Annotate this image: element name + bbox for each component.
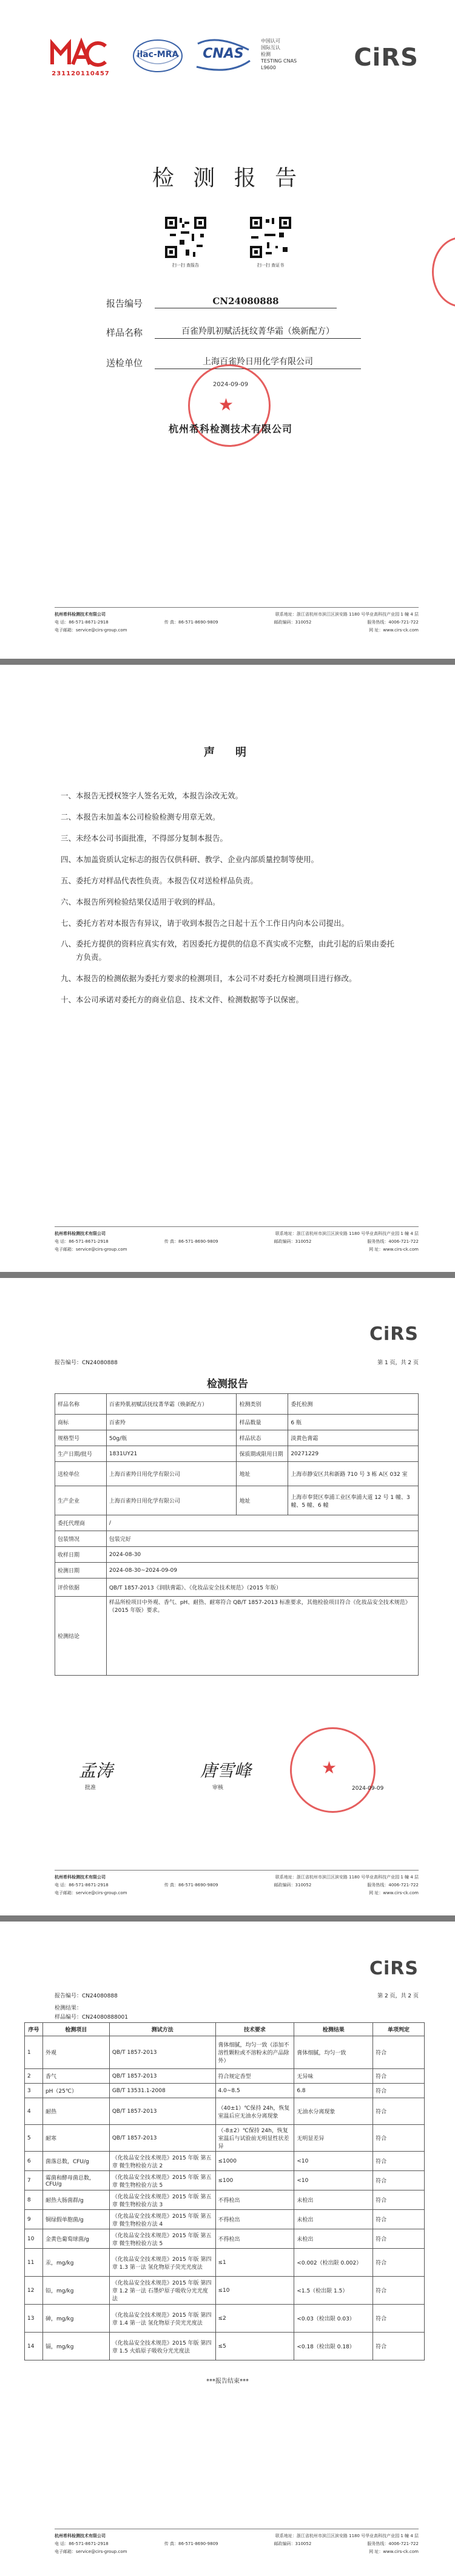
cell: 镉，mg/kg (42, 2333, 109, 2360)
report-no-label: 报告编号 (106, 298, 143, 309)
sample-no: 样品编号：CN24080888001 (55, 2014, 129, 2020)
table-row (25, 2036, 425, 2069)
expiry-label: 保质期或限用日期 (237, 1446, 288, 1462)
cell: （40±1）℃保持 24h，恢复室温后应无油水分离现象 (215, 2098, 294, 2125)
cell: GB/T 13531.1-2008 (109, 2084, 215, 2098)
cell: pH（25℃） (42, 2084, 109, 2098)
footer-p2 (55, 1226, 419, 1254)
footer-email: 电子邮箱：service@cirs-group.com (55, 1891, 127, 1895)
batch-label: 生产日期/批号 (55, 1446, 107, 1462)
cell: ≤1 (215, 2249, 294, 2277)
cell: 不得检出 (215, 2210, 294, 2229)
statement-item: 五、委托方对样品代表性负责。本报告仅对送检样品负责。 (61, 876, 258, 885)
cell: 符合 (373, 2277, 425, 2305)
standard-label: 评价依据 (55, 1579, 107, 1597)
page-info: 第 2 页，共 2 页 (377, 1993, 419, 1999)
sample-name-value: 百雀羚肌初赋活抚纹菁华霜（焕新配方） (106, 1394, 237, 1415)
cell: 菌落总数，CFU/g (42, 2152, 109, 2171)
cell: QB/T 1857-2013 (109, 2125, 215, 2152)
spec-value: 50g/瓶 (106, 1430, 237, 1446)
cell: 3 (25, 2084, 43, 2098)
cell: ≤100 (215, 2171, 294, 2190)
cell: 2 (25, 2069, 43, 2084)
footer-postcode: 邮政编码：310052 (274, 1239, 312, 1244)
footer-address: 联系地址：浙江省杭州市滨江区滨安路 1180 号华业高科技产业园 1 幢 4 层 (275, 612, 419, 617)
statement-list (61, 785, 400, 1010)
cell: 符合 (373, 2152, 425, 2171)
cell: 《化妆品安全技术规范》2015 年版 第五章 微生物检验方法 4 (109, 2210, 215, 2229)
cell: QB/T 1857-2013 (109, 2098, 215, 2125)
sender-value: 上海百雀羚日用化学有限公司 (155, 355, 361, 369)
seal-date: 2024-09-09 (212, 381, 249, 388)
footer-email: 电子邮箱：service@cirs-group.com (55, 628, 127, 633)
cell: 4.0~8.5 (215, 2084, 294, 2098)
footer-web: 网 址：www.cirs-ck.com (369, 628, 419, 633)
cma-logo: 231120110457 (47, 38, 114, 74)
cell: 符合 (373, 2098, 425, 2125)
cell: 铜绿假单胞菌/g (42, 2210, 109, 2229)
footer-p3 (55, 1870, 419, 1897)
footer-email: 电子邮箱：service@cirs-group.com (55, 2549, 127, 2554)
cnas-caption: 中国认可 国际互认 检测 TESTING CNAS L9600 (261, 38, 297, 70)
auditor-label: 审核 (212, 1785, 224, 1791)
cell: ≤10 (215, 2277, 294, 2305)
sample-qty-label: 样品数量 (237, 1415, 288, 1430)
footer-hotline: 服务热线：4006-721-722 (367, 620, 419, 625)
footer-company: 杭州希科检测技术有限公司 (55, 612, 106, 617)
cell: 符合 (373, 2305, 425, 2333)
col-header: 检测结果 (294, 2023, 373, 2036)
cell: 无明显差异 (294, 2125, 373, 2152)
footer-company: 杭州希科检测技术有限公司 (55, 1231, 106, 1236)
cell: 耐热大肠菌群/g (42, 2190, 109, 2210)
sign-date: 2024-09-09 (352, 1786, 384, 1792)
cell: 符合 (373, 2229, 425, 2249)
cell: 符合 (373, 2084, 425, 2098)
cover-page (0, 0, 455, 659)
table-row (25, 2333, 425, 2360)
cell: QB/T 1857-2013 (109, 2036, 215, 2069)
cell: 13 (25, 2305, 43, 2333)
table-row (25, 2305, 425, 2333)
receive-value: 2024-08-30 (106, 1547, 418, 1563)
footer-tel: 电 话：86-571-8671-2918 (55, 1883, 109, 1888)
cell: ≤2 (215, 2305, 294, 2333)
footer-postcode: 邮政编码：310052 (274, 1883, 312, 1888)
cell: 9 (25, 2210, 43, 2229)
table-row (25, 2249, 425, 2277)
footer-web: 网 址：www.cirs-ck.com (369, 1247, 419, 1252)
state-label: 样品状态 (237, 1430, 288, 1446)
cell: <0.18（检出限 0.18） (294, 2333, 373, 2360)
table-row (25, 2277, 425, 2305)
report-no-line: 报告编号：CN24080888 (55, 1360, 118, 1366)
receive-label: 收样日期 (55, 1547, 107, 1563)
producer-addr-label: 地址 (237, 1486, 288, 1515)
cell: 《化妆品安全技术规范》2015 年版 第四章 1.3 第一法 氢化物原子荧光光度法 (109, 2249, 215, 2277)
statement-item: 九、本报告的检测依据为委托方要求的检测项目，本公司不对委托方检测项目进行修改。 (61, 974, 357, 983)
brand-value: 百雀羚 (106, 1415, 237, 1430)
table-row (25, 2229, 425, 2249)
cell: 无油水分离现象 (294, 2098, 373, 2125)
cnas-logo: CNAS (193, 38, 254, 74)
report-no-line: 报告编号：CN24080888 (55, 1993, 118, 1999)
statement-item: 八、委托方提供的资料应真实有效，若因委托方提供的信息不真实或不完整，由此引起的后果由委托方负责。 (61, 939, 395, 962)
cell: 符合 (373, 2210, 425, 2229)
sample-qty-value: 6 瓶 (288, 1415, 419, 1430)
cirs-logo: CiRS (369, 1958, 419, 1979)
sender-value: 上海百雀羚日用化学有限公司 (106, 1462, 237, 1486)
cell: <0.03（检出限 0.03） (294, 2305, 373, 2333)
footer-p1 (55, 607, 419, 634)
footer-hotline: 服务热线：4006-721-722 (367, 2541, 419, 2546)
col-header: 序号 (25, 2023, 43, 2036)
sampler-value: / (106, 1515, 418, 1531)
cell: <10 (294, 2152, 373, 2171)
footer-hotline: 服务热线：4006-721-722 (367, 1883, 419, 1888)
statement-item: 一、本报告无授权签字人签名无效，本报告涂改无效。 (61, 791, 243, 800)
institution-name: 杭州希科检测技术有限公司 (168, 423, 292, 435)
cell: 未检出 (294, 2210, 373, 2229)
footer-fax: 传 真：86-571-8690-9809 (164, 1239, 218, 1244)
table-row (25, 2152, 425, 2171)
footer-fax: 传 真：86-571-8690-9809 (164, 620, 218, 625)
cell: 4 (25, 2098, 43, 2125)
statement-title: 声 明 (204, 746, 251, 759)
cell: ≤5 (215, 2333, 294, 2360)
results-table (24, 2022, 425, 2360)
results-title: 检测结果： (55, 2005, 83, 2011)
table-row (25, 2171, 425, 2190)
cell: 11 (25, 2249, 43, 2277)
col-header: 技术要求 (215, 2023, 294, 2036)
cell: 符合 (373, 2069, 425, 2084)
cell: 耐热 (42, 2098, 109, 2125)
report-end-mark: ***报告结束*** (206, 2378, 249, 2385)
footer-company: 杭州希科检测技术有限公司 (55, 1875, 106, 1880)
cell: 10 (25, 2229, 43, 2249)
cell: <1.5（检出限 1.5） (294, 2277, 373, 2305)
table-row (25, 2210, 425, 2229)
batch-value: 1831UY21 (106, 1446, 237, 1462)
footer-address: 联系地址：浙江省杭州市滨江区滨安路 1180 号华业高科技产业园 1 幢 4 层 (275, 1875, 419, 1880)
cell: 符合 (373, 2036, 425, 2069)
statement-item: 三、未经本公司书面批准，不得部分复制本报告。 (61, 834, 228, 843)
cell: 铅，mg/kg (42, 2277, 109, 2305)
cell: 膏体细腻，均匀一致（添加不溶性颗粒或不溶粉末的产品除外） (215, 2036, 294, 2069)
cell: 砷，mg/kg (42, 2305, 109, 2333)
table-row (25, 2098, 425, 2125)
cell: 14 (25, 2333, 43, 2360)
table-row (25, 2084, 425, 2098)
cell: 8 (25, 2190, 43, 2210)
footer-fax: 传 真：86-571-8690-9809 (164, 2541, 218, 2546)
test-type-value: 委托检测 (288, 1394, 419, 1415)
approver-label: 批准 (85, 1785, 96, 1791)
cell: <10 (294, 2171, 373, 2190)
cell: 7 (25, 2171, 43, 2190)
report-summary-page (0, 1278, 455, 1915)
statement-item: 二、本报告未加盖本公司检验检测专用章无效。 (61, 812, 220, 821)
footer-tel: 电 话：86-571-8671-2918 (55, 620, 109, 625)
qr1-label: 扫一扫 查报告 (172, 263, 200, 268)
sample-name-value: 百雀羚肌初赋活抚纹菁华霜（焕新配方） (155, 325, 361, 339)
cell: 符合 (373, 2125, 425, 2152)
cell: 《化妆品安全技术规范》2015 年版 第五章 微生物检验方法 5 (109, 2229, 215, 2249)
cell: 不得检出 (215, 2229, 294, 2249)
period-label: 检测日期 (55, 1563, 107, 1579)
footer-web: 网 址：www.cirs-ck.com (369, 2549, 419, 2554)
footer-postcode: 邮政编码：310052 (274, 2541, 312, 2546)
report-no-value: CN24080888 (155, 296, 337, 308)
qr-code-report[interactable] (164, 216, 207, 259)
cell: 符合规定香型 (215, 2069, 294, 2084)
statement-item: 六、本报告所列检验结果仅适用于收到的样品。 (61, 897, 220, 906)
col-header: 测试方法 (109, 2023, 215, 2036)
footer-web: 网 址：www.cirs-ck.com (369, 1891, 419, 1895)
cell: 《化妆品安全技术规范》2015 年版 第五章 微生物检验方法 2 (109, 2152, 215, 2171)
statement-item: 七、委托方若对本报告有异议，请于收到本报告之日起十五个工作日内向本公司提出。 (61, 919, 349, 928)
cell: 《化妆品安全技术规范》2015 年版 第四章 1.5 火焰原子吸收分光光度法 (109, 2333, 215, 2360)
auditor-signature: 唐雪峰 (200, 1761, 252, 1781)
brand-label: 商标 (55, 1415, 107, 1430)
cell: 《化妆品安全技术规范》2015 年版 第四章 1.4 第一法 氢化物原子荧光光度法 (109, 2305, 215, 2333)
table-row (25, 2069, 425, 2084)
cell: 《化妆品安全技术规范》2015 年版 第四章 1.2 第一法 石墨炉原子吸收分光光度法 (109, 2277, 215, 2305)
cell: 6 (25, 2152, 43, 2171)
footer-address: 联系地址：浙江省杭州市滨江区滨安路 1180 号华业高科技产业园 1 幢 4 层 (275, 1231, 419, 1236)
qr-code-certificate[interactable] (249, 216, 292, 259)
cell: 符合 (373, 2249, 425, 2277)
conclusion-label: 检测结论 (55, 1597, 107, 1676)
cell: 香气 (42, 2069, 109, 2084)
producer-addr-value: 上海市奉贤区奉浦工业区奉浦大道 12 号 1 幢、3 幢、5 幢、6 幢 (288, 1486, 419, 1515)
cell: 霉菌和酵母菌总数，CFU/g (42, 2171, 109, 2190)
statement-item: 十、本公司承诺对委托方的商业信息、技术文件、检测数据等予以保密。 (61, 995, 304, 1004)
footer-hotline: 服务热线：4006-721-722 (367, 1239, 419, 1244)
cell: 未检出 (294, 2190, 373, 2210)
statement-page (0, 665, 455, 1272)
footer-address: 联系地址：浙江省杭州市滨江区滨安路 1180 号华业高科技产业园 1 幢 4 层 (275, 2534, 419, 2538)
col-header: 检测项目 (42, 2023, 109, 2036)
cell: 外观 (42, 2036, 109, 2069)
approver-signature: 孟涛 (79, 1761, 113, 1781)
cell: （-8±2）℃保持 24h，恢复室温后与试验前无明显性状差异 (215, 2125, 294, 2152)
table-row (25, 2125, 425, 2152)
sample-name-label: 样品名称 (55, 1394, 107, 1415)
seal-star-icon: ★ (218, 395, 234, 415)
test-results-page (0, 1922, 455, 2576)
cell: 汞，mg/kg (42, 2249, 109, 2277)
table-row (25, 2190, 425, 2210)
sample-name-row (106, 325, 361, 338)
page-info: 第 1 页，共 2 页 (377, 1360, 419, 1366)
footer-postcode: 邮政编码：310052 (274, 620, 312, 625)
cell: QB/T 1857-2013 (109, 2069, 215, 2084)
seam-seal (432, 237, 455, 307)
cell: 5 (25, 2125, 43, 2152)
cell: <0.002（检出限 0.002） (294, 2249, 373, 2277)
producer-value: 上海百雀羚日用化学有限公司 (106, 1486, 237, 1515)
sender-addr-label: 地址 (237, 1462, 288, 1486)
standard-value: QB/T 1857-2013《润肤膏霜》、《化妆品安全技术规范》（2015 年版） (106, 1579, 418, 1597)
cell: 符合 (373, 2190, 425, 2210)
cell: ≤1000 (215, 2152, 294, 2171)
cell: 12 (25, 2277, 43, 2305)
report-title: 检 测 报 告 (152, 166, 303, 191)
cell: 未检出 (294, 2229, 373, 2249)
cirs-logo: CiRS (354, 44, 419, 72)
sender-addr-value: 上海市静安区共和新路 710 号 3 栋 A区 032 室 (288, 1462, 419, 1486)
statement-item: 四、本加盖资质认定标志的报告仅供科研、教学、企业内部质量控制等使用。 (61, 855, 319, 864)
cell: 《化妆品安全技术规范》2015 年版 第五章 微生物检验方法 5 (109, 2171, 215, 2190)
conclusion-value: 样品所检项目中外观、香气、pH、耐热、耐寒符合 QB/T 1857-2013 标准要求，其他检验项目符合《化妆品安全技术规范》（2015 年版）要求。 (106, 1597, 418, 1676)
spec-label: 规格型号 (55, 1430, 107, 1446)
producer-label: 生产企业 (55, 1486, 107, 1515)
sampler-label: 委托代理商 (55, 1515, 107, 1531)
summary-table (55, 1393, 419, 1676)
cell: 耐寒 (42, 2125, 109, 2152)
footer-tel: 电 话：86-571-8671-2918 (55, 1239, 109, 1244)
footer-fax: 传 真：86-571-8690-9809 (164, 1883, 218, 1888)
sender-label: 送检单位 (106, 358, 143, 369)
footer-company: 杭州希科检测技术有限公司 (55, 2534, 106, 2538)
ilac-mra-logo: ilac-MRA (130, 38, 185, 74)
summary-title: 检测报告 (207, 1378, 248, 1390)
cell: 无异味 (294, 2069, 373, 2084)
cirs-logo: CiRS (369, 1324, 419, 1345)
cell: 金黄色葡萄球菌/g (42, 2229, 109, 2249)
packaging-value: 包装完好 (106, 1531, 418, 1547)
cell: 符合 (373, 2333, 425, 2360)
footer-tel: 电 话：86-571-8671-2918 (55, 2541, 109, 2546)
report-no-row (106, 296, 361, 309)
cell: 6.8 (294, 2084, 373, 2098)
sender-label: 送检单位 (55, 1462, 107, 1486)
cell: 《化妆品安全技术规范》2015 年版 第五章 微生物检验方法 3 (109, 2190, 215, 2210)
cell: 1 (25, 2036, 43, 2069)
test-type-label: 检测类别 (237, 1394, 288, 1415)
footer-email: 电子邮箱：service@cirs-group.com (55, 1247, 127, 1252)
cell: 膏体细腻，均匀一致 (294, 2036, 373, 2069)
period-value: 2024-08-30~2024-09-09 (106, 1563, 418, 1579)
qr2-label: 扫一扫 查证书 (257, 263, 285, 268)
col-header: 单项判定 (373, 2023, 425, 2036)
cell: 不得检出 (215, 2190, 294, 2210)
packaging-label: 包装情况 (55, 1531, 107, 1547)
state-value: 淡黄色膏霜 (288, 1430, 419, 1446)
cell: 符合 (373, 2171, 425, 2190)
footer-p4 (55, 2529, 419, 2556)
sample-name-label: 样品名称 (106, 327, 143, 338)
seal-star-icon: ★ (322, 1758, 337, 1778)
expiry-value: 20271229 (288, 1446, 419, 1462)
